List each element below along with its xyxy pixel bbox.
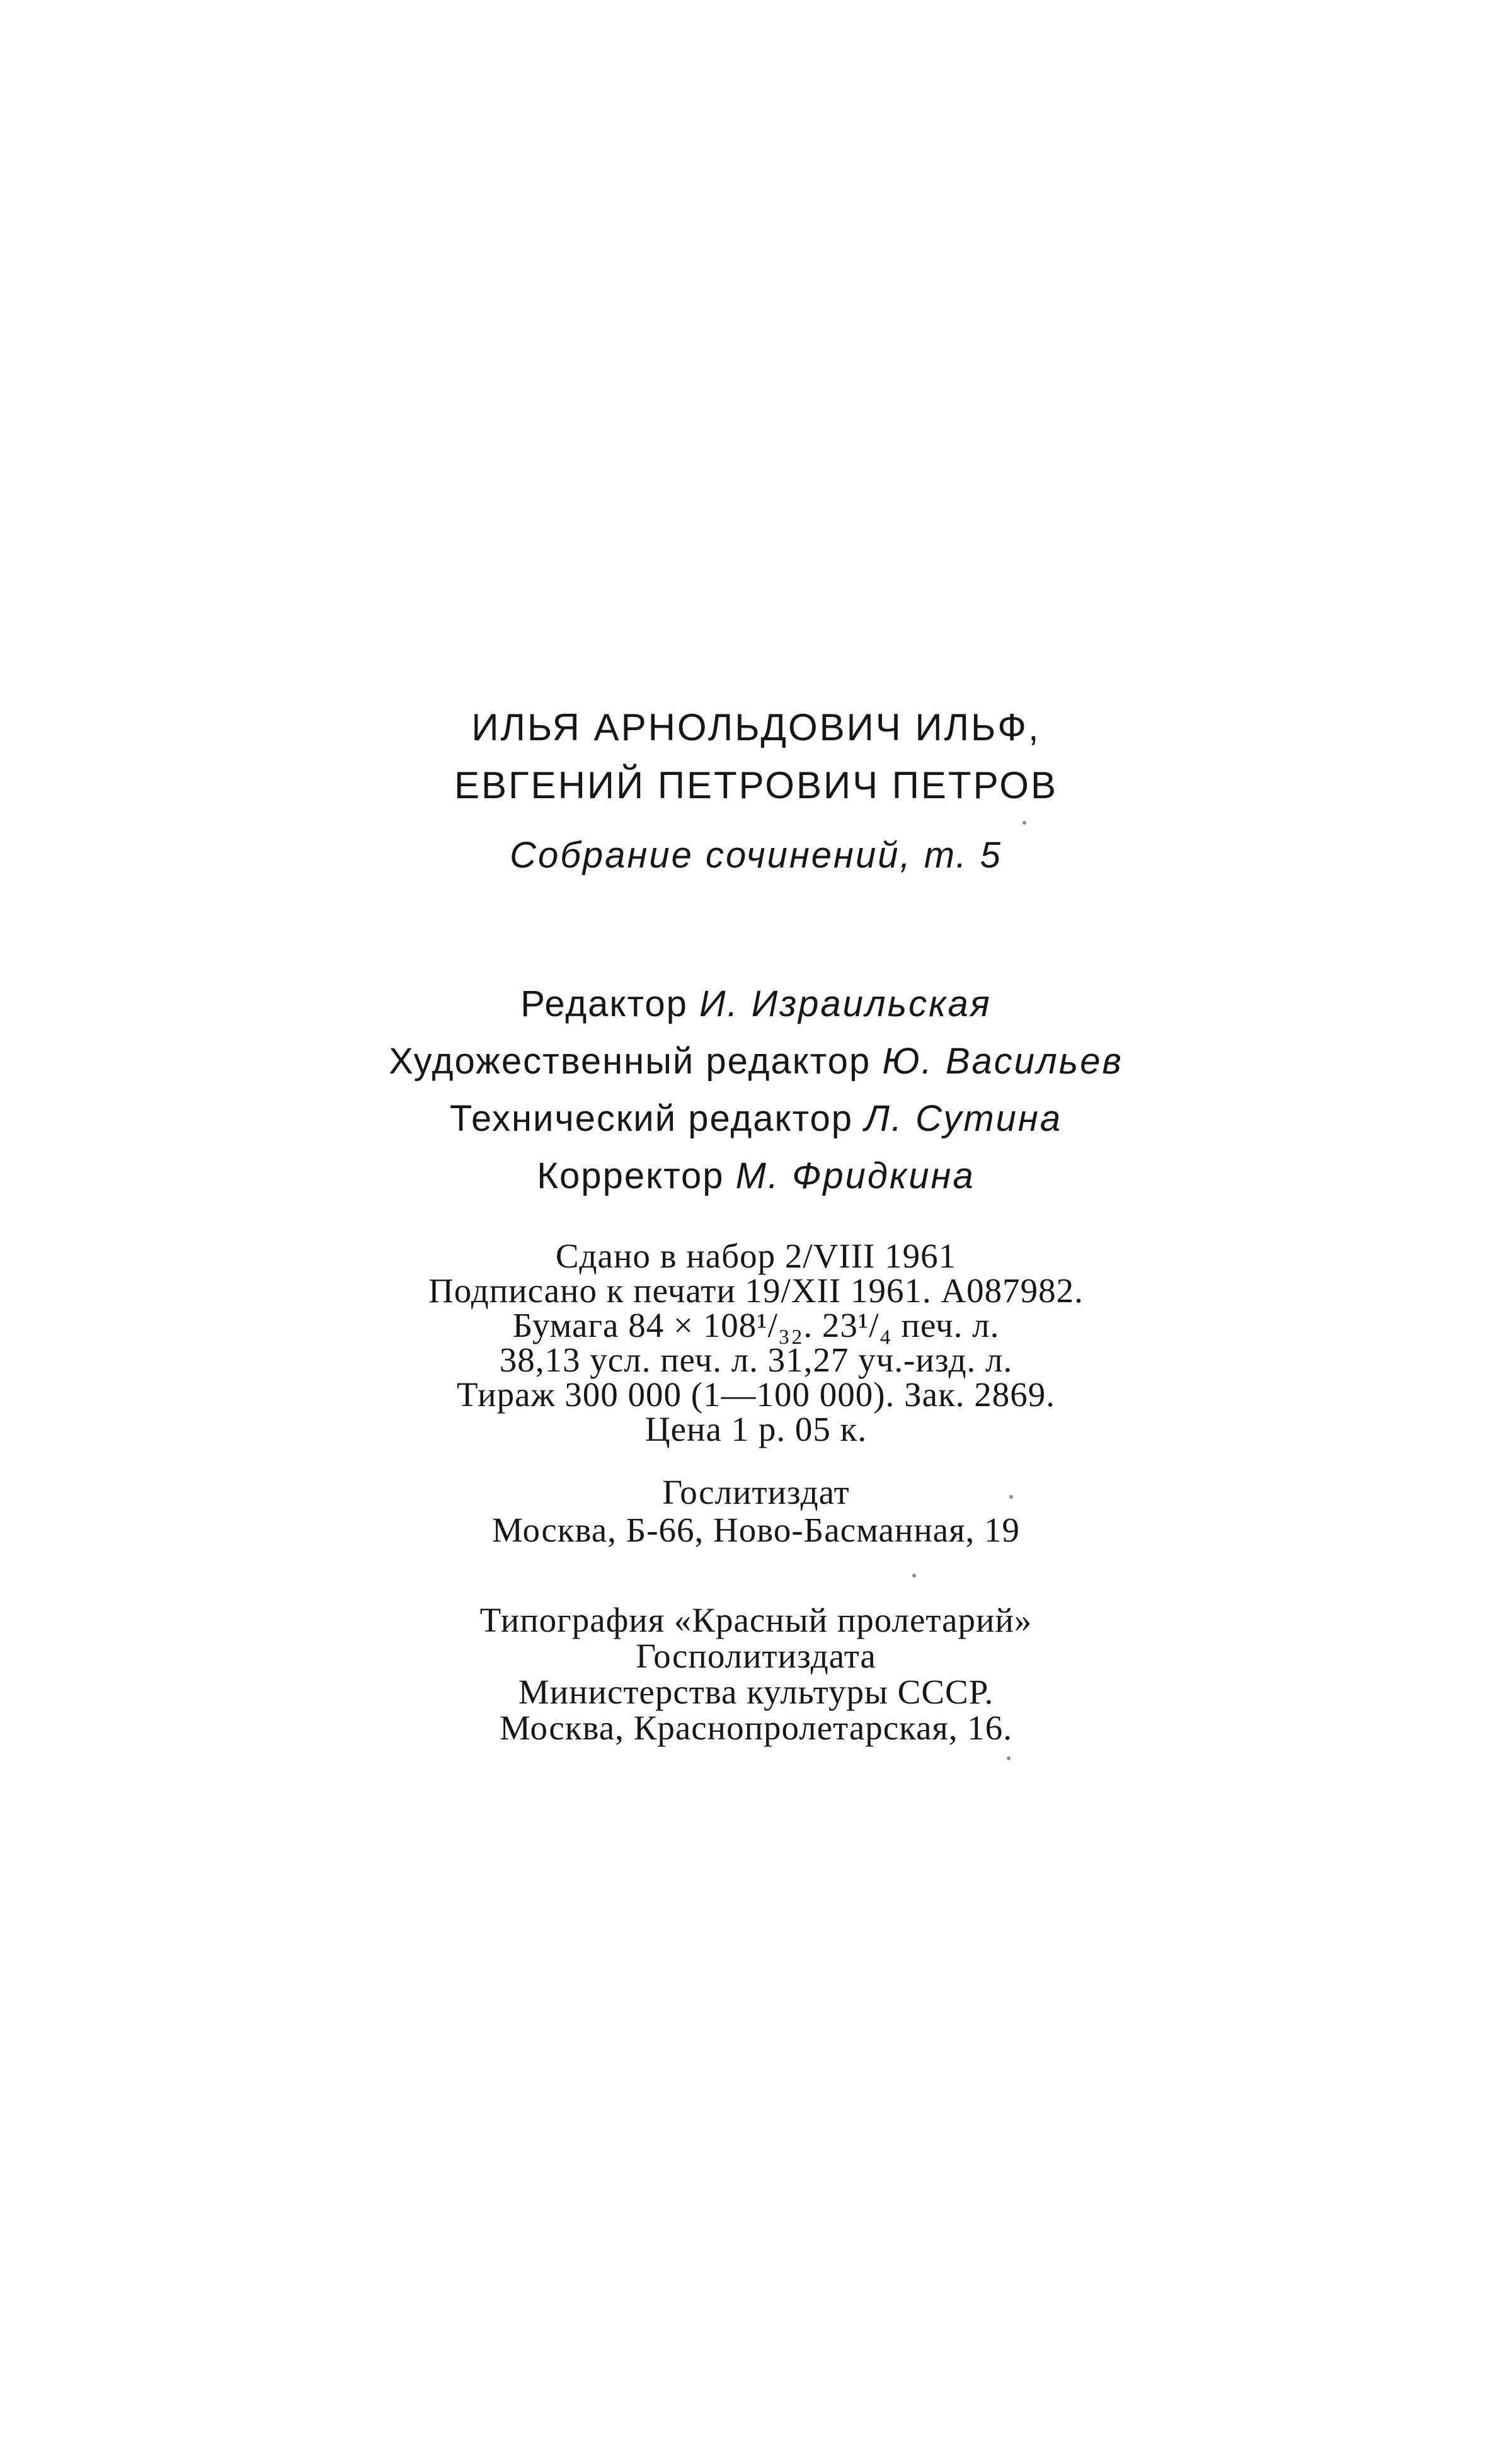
printer-ministry: Министерства культуры СССР. — [518, 1673, 994, 1711]
print-price: Цена 1 р. 05 к. — [644, 1410, 868, 1448]
print-paper-format: Бумага 84 × 108¹/₃₂. 23¹/₄ печ. л. — [512, 1306, 1000, 1344]
print-signed-date: Подписано к печати 19/XII 1961. А087982. — [428, 1271, 1084, 1310]
publisher-name: Гослитиздат — [662, 1473, 850, 1511]
credit-art-editor — [0, 1041, 1512, 1082]
credit-role: Корректор — [537, 1155, 724, 1196]
scan-speck — [912, 1574, 916, 1578]
print-sheets: 38,13 усл. печ. л. 31,27 уч.-изд. л. — [499, 1341, 1013, 1379]
author-petrov: ЕВГЕНИЙ ПЕТРОВИЧ ПЕТРОВ — [454, 764, 1058, 806]
credit-role: Технический редактор — [449, 1098, 854, 1139]
printer-name: Типография «Красный пролетарий» — [479, 1601, 1033, 1639]
credit-role: Художественный редактор — [389, 1041, 871, 1082]
author-ilf: ИЛЬЯ АРНОЛЬДОВИЧ ИЛЬФ, — [471, 706, 1041, 748]
credit-tech-editor — [0, 1099, 1512, 1139]
credit-editor — [0, 984, 1512, 1024]
credit-name: М. Фридкина — [735, 1155, 975, 1196]
credit-role: Редактор — [520, 983, 688, 1024]
work-title: Собрание сочинений, т. 5 — [510, 835, 1002, 876]
print-run: Тираж 300 000 (1—100 000). Зак. 2869. — [456, 1375, 1056, 1414]
printer-parent: Госполитиздата — [636, 1637, 876, 1675]
credit-name: И. Израильская — [699, 983, 992, 1024]
credit-proofreader — [0, 1156, 1512, 1196]
credit-name: Ю. Васильев — [882, 1041, 1123, 1082]
credit-name: Л. Сутина — [864, 1098, 1063, 1139]
publisher-address: Москва, Б-66, Ново-Басманная, 19 — [491, 1511, 1021, 1549]
printer-address: Москва, Краснопролетарская, 16. — [499, 1709, 1013, 1747]
scan-speck — [1022, 821, 1026, 825]
scan-speck — [1007, 1756, 1011, 1760]
scan-speck — [1009, 1495, 1013, 1499]
print-typeset-date: Сдано в набор 2/VIII 1961 — [555, 1237, 957, 1275]
